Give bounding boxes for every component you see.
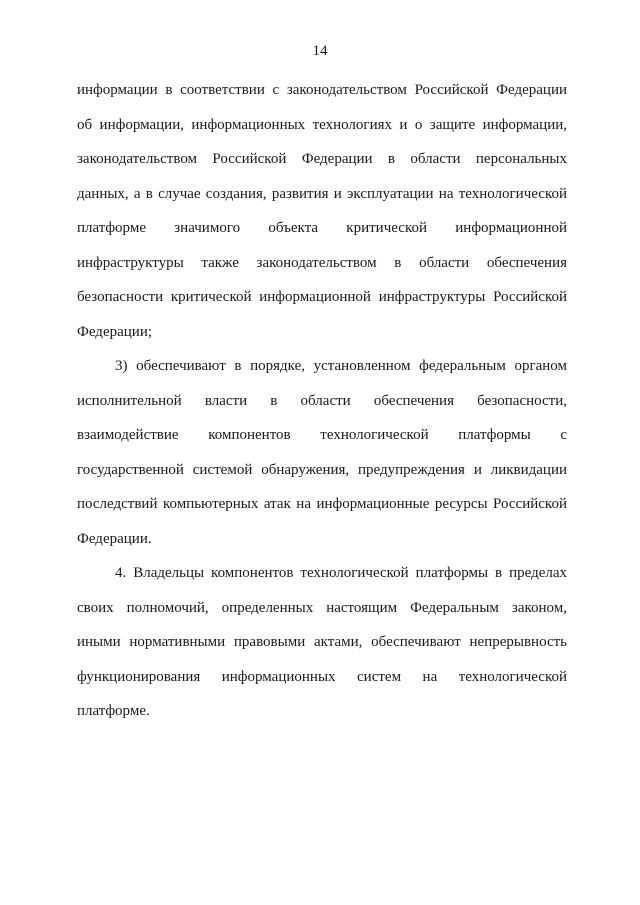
text-line: Федерации. bbox=[77, 530, 152, 547]
text-line: инфраструктуры также законодательством в области обеспечения bbox=[77, 254, 567, 271]
paragraph-1 bbox=[77, 73, 567, 349]
text-line: об информации, информационных технологиях и о защите информации, bbox=[77, 116, 567, 133]
text-line: взаимодействие компонентов технологической платформы с bbox=[77, 427, 567, 443]
text-line: своих полномочий, определенных настоящим Федеральным законом, bbox=[77, 599, 567, 616]
text-line: безопасности критической информационной инфраструктуры Российской bbox=[77, 289, 567, 305]
text-line: 3) обеспечивают в порядке, установленном федеральным органом bbox=[115, 358, 567, 374]
text-line: последствий компьютерных атак на информационные ресурсы Российской bbox=[77, 496, 567, 512]
text-line: Федерации; bbox=[77, 323, 153, 340]
text-line: исполнительной власти в области обеспечения безопасности, bbox=[77, 392, 567, 409]
text-line: иными нормативными правовыми актами, обеспечивают непрерывность bbox=[77, 634, 567, 650]
text-line: информации в соответствии с законодательством Российской Федерации bbox=[77, 82, 567, 98]
page-number: 14 bbox=[312, 43, 328, 59]
text-line: функционирования информационных систем на технологической bbox=[77, 668, 567, 685]
text-line: законодательством Российской Федерации в области персональных bbox=[77, 151, 567, 167]
text-line: данных, а в случае создания, развития и эксплуатации на технологической bbox=[77, 185, 567, 202]
document-body bbox=[77, 73, 567, 729]
text-line: платформе значимого объекта критической информационной bbox=[77, 220, 567, 236]
paragraph-2 bbox=[77, 349, 567, 556]
text-line: государственной системой обнаружения, предупреждения и ликвидации bbox=[77, 461, 567, 478]
paragraph-3 bbox=[77, 556, 567, 729]
text-line: 4. Владельцы компонентов технологической платформы в пределах bbox=[115, 565, 567, 581]
text-line: платформе. bbox=[77, 703, 150, 719]
